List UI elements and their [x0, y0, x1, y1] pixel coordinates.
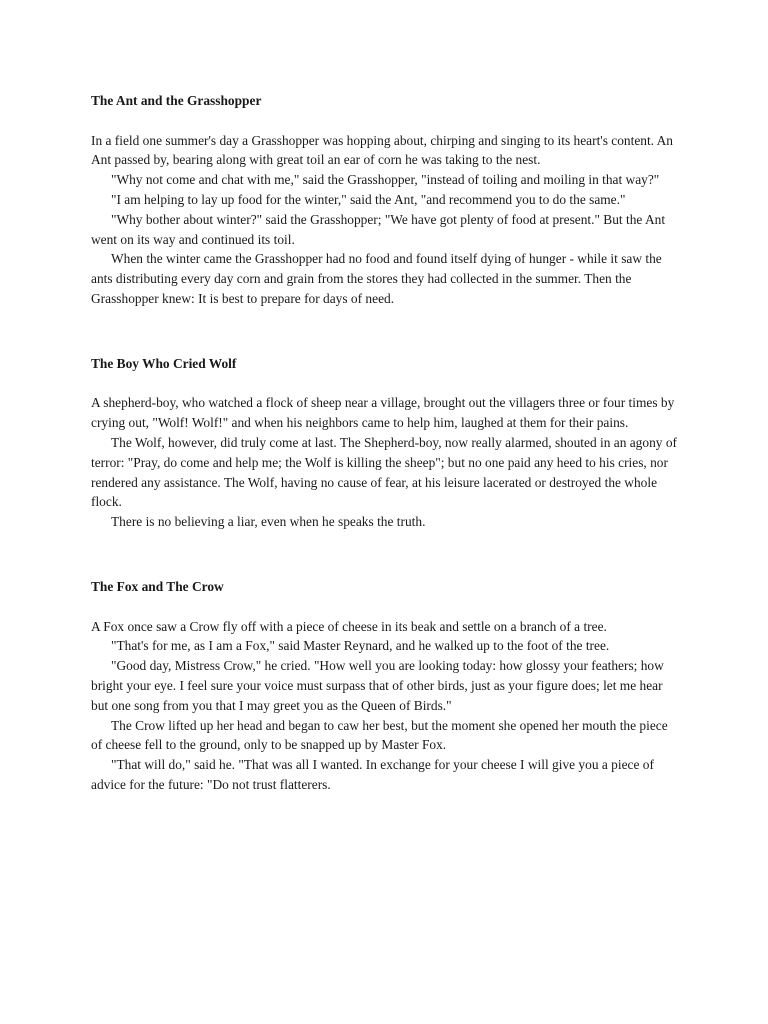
- story-title: The Boy Who Cried Wolf: [91, 355, 237, 371]
- story-body: [91, 617, 681, 795]
- paragraph: A Fox once saw a Crow fly off with a piece of cheese in its beak and settle on a branch of a tree.: [91, 618, 607, 634]
- story-body: [91, 131, 681, 309]
- paragraph: In a field one summer's day a Grasshopper was hopping about, chirping and singing to its heart's content. An Ant passed by, bearing along with great toil an ear of corn he was taking to the nest.: [91, 132, 673, 168]
- story-ant-grasshopper: [91, 91, 681, 309]
- story-body: [91, 393, 681, 532]
- paragraph: "That will do," said he. "That was all I wanted. In exchange for your cheese I will give you a piece of advice for the future: "Do not trust flatterers.: [91, 757, 654, 792]
- paragraph: "Why not come and chat with me," said the Grasshopper, "instead of toiling and moiling in that way?": [111, 172, 660, 188]
- paragraph: A shepherd-boy, who watched a flock of sheep near a village, brought out the villagers three or four times by crying out, "Wolf! Wolf!" and when his neighbors came to help him, laughed at them for their pains.: [91, 395, 675, 431]
- story-boy-cried-wolf: [91, 354, 681, 532]
- paragraph: The Wolf, however, did truly come at last. The Shepherd-boy, now really alarmed, shouted in an agony of terror: "Pray, do come and help me; the Wolf is killing the sheep"; but no one paid any heed to his cries, nor rendered any assistance. The Wolf, having no cause of fear, at his leisure lacerated or destroyed the whole flock.: [91, 434, 677, 510]
- story-title: The Ant and the Grasshopper: [91, 93, 262, 108]
- paragraph: There is no believing a liar, even when he speaks the truth.: [111, 514, 426, 530]
- paragraph: "That's for me, as I am a Fox," said Master Reynard, and he walked up to the foot of the tree.: [111, 638, 610, 654]
- paragraph: "I am helping to lay up food for the winter," said the Ant, "and recommend you to do the same.": [111, 191, 626, 207]
- document-page: [91, 91, 681, 795]
- paragraph: When the winter came the Grasshopper had no food and found itself dying of hunger - while it saw the ants distributing every day corn and grain from the stores they had collected in the summer. Then the Grasshopper knew: It is best to prepare for days of need.: [91, 251, 662, 306]
- paragraph: "Good day, Mistress Crow," he cried. "How well you are looking today: how glossy your feathers; how bright your eye. I feel sure your voice must surpass that of other birds, just as your figure does; let me hear but one song from you that I may greet you as the Queen of Birds.": [91, 658, 664, 713]
- story-fox-crow: [91, 577, 681, 795]
- paragraph: "Why bother about winter?" said the Grasshopper; "We have got plenty of food at present." But the Ant went on its way and continued its toil.: [91, 211, 666, 247]
- paragraph: The Crow lifted up her head and began to caw her best, but the moment she opened her mouth the piece of cheese fell to the ground, only to be snapped up by Master Fox.: [91, 717, 668, 753]
- story-title: The Fox and The Crow: [91, 578, 224, 594]
